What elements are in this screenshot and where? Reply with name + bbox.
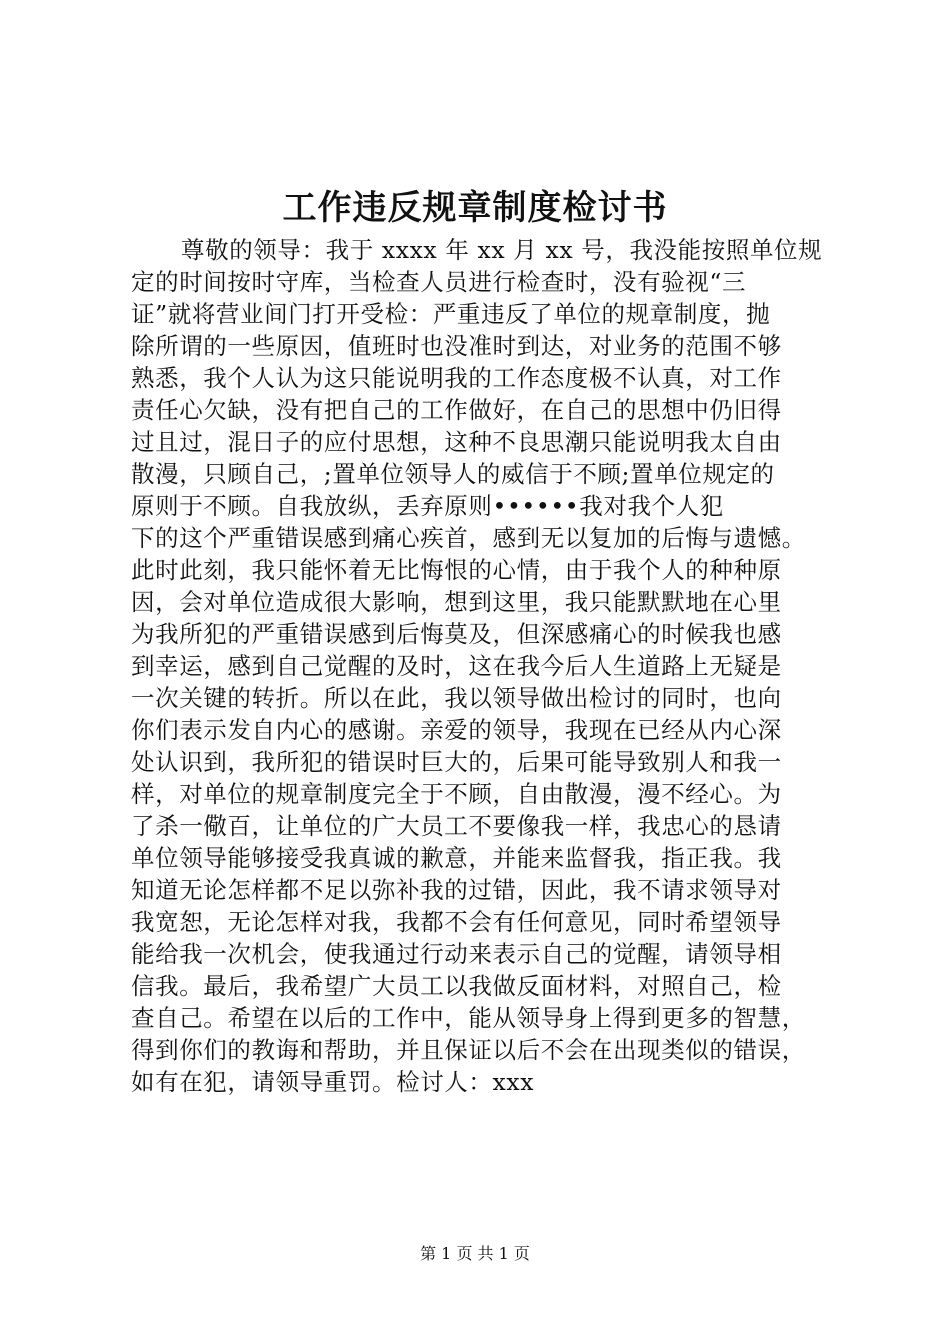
body-line: 原则于不顾。自我放纵，丢弃原则••••••我对我个人犯 xyxy=(131,492,724,520)
body-line: 到幸运，感到自己觉醒的及时，这在我今后人生道路上无疑是 xyxy=(131,652,782,680)
body-line: 如有在犯，请领导重罚。检讨人：xxx xyxy=(131,1068,535,1096)
body-line: 样，对单位的规章制度完全于不顾，自由散漫，漫不经心。为 xyxy=(131,780,782,808)
letter-body xyxy=(131,234,831,1098)
body-line: 一次关键的转折。所以在此，我以领导做出检讨的同时，也向 xyxy=(131,684,782,712)
page-footer: 第 1 页 共 1 页 xyxy=(420,1244,530,1263)
body-line: 熟悉，我个人认为这只能说明我的工作态度极不认真，对工作 xyxy=(131,364,782,392)
body-line: 尊敬的领导：我于 xxxx 年 xx 月 xx 号，我没能按照单位规 xyxy=(181,236,823,264)
body-line: 得到你们的教诲和帮助，并且保证以后不会在出现类似的错误， xyxy=(131,1036,806,1064)
body-line: 信我。最后，我希望广大员工以我做反面材料，对照自己，检 xyxy=(131,972,782,1000)
page-title: 工作违反规章制度检讨书 xyxy=(282,188,668,228)
body-line: 单位领导能够接受我真诚的歉意，并能来监督我，指正我。我 xyxy=(131,844,782,872)
body-line: 责任心欠缺，没有把自己的工作做好，在自己的思想中仍旧得 xyxy=(131,396,782,424)
body-line: 除所谓的一些原因，值班时也没准时到达，对业务的范围不够 xyxy=(131,332,782,360)
body-line: 你们表示发自内心的感谢。亲爱的领导，我现在已经从内心深 xyxy=(131,716,782,744)
body-line: 了杀一儆百，让单位的广大员工不要像我一样，我忠心的恳请 xyxy=(131,812,782,840)
body-line: 散漫，只顾自己，;置单位领导人的威信于不顾;置单位规定的 xyxy=(131,460,775,488)
body-line: 因，会对单位造成很大影响，想到这里，我只能默默地在心里 xyxy=(131,588,782,616)
body-line: 此时此刻，我只能怀着无比悔恨的心情，由于我个人的种种原 xyxy=(131,556,782,584)
body-line: 知道无论怎样都不足以弥补我的过错，因此，我不请求领导对 xyxy=(131,876,782,904)
body-line: 下的这个严重错误感到痛心疾首，感到无以复加的后悔与遗憾。 xyxy=(131,524,806,552)
body-line: 过且过，混日子的应付思想，这种不良思潮只能说明我太自由 xyxy=(131,428,782,456)
body-line: 我宽恕，无论怎样对我，我都不会有任何意见，同时希望领导 xyxy=(131,908,782,936)
body-line: 证”就将营业间门打开受检：严重违反了单位的规章制度，抛 xyxy=(131,300,771,328)
body-line: 为我所犯的严重错误感到后悔莫及，但深感痛心的时候我也感 xyxy=(131,620,782,648)
body-line: 定的时间按时守库，当检查人员进行检查时，没有验视“三 xyxy=(131,268,747,296)
body-line: 查自己。希望在以后的工作中，能从领导身上得到更多的智慧， xyxy=(131,1004,806,1032)
body-line: 能给我一次机会，使我通过行动来表示自己的觉醒，请领导相 xyxy=(131,940,782,968)
body-line: 处认识到，我所犯的错误时巨大的，后果可能导致别人和我一 xyxy=(131,748,782,776)
